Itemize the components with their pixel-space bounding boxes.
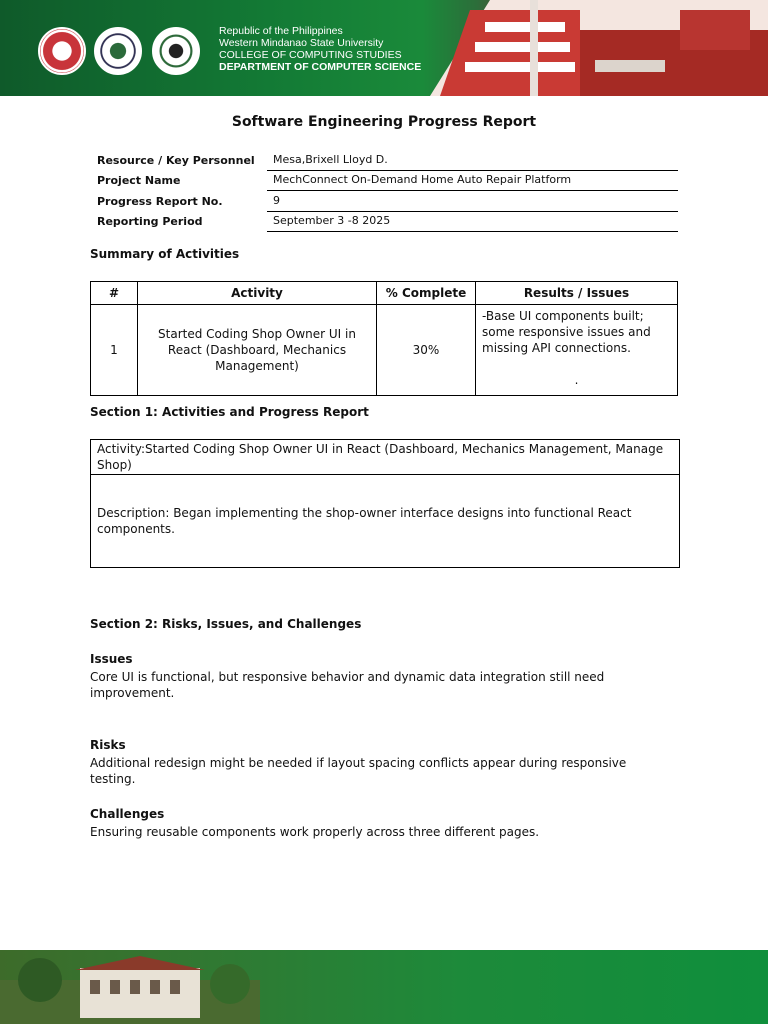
- letterhead-banner: [0, 0, 768, 96]
- info-label: Progress Report No.: [97, 194, 223, 208]
- building-photo: [430, 0, 768, 96]
- department-seal-logo: [152, 27, 200, 75]
- risks-text: Additional redesign might be needed if layout spacing conflicts appear during responsive testing.: [90, 756, 627, 786]
- row-results: [476, 305, 678, 396]
- col-header-complete: % Complete: [377, 282, 476, 305]
- footer-banner: [0, 950, 768, 1024]
- col-header-activity: Activity: [138, 282, 377, 305]
- campus-building-photo: [0, 950, 260, 1024]
- college-seal-logo: [94, 27, 142, 75]
- challenges-heading: Challenges: [90, 807, 165, 821]
- info-row: [90, 171, 678, 192]
- table-row: [91, 305, 678, 396]
- row-complete: 30%: [377, 305, 476, 396]
- section1-heading: Section 1: Activities and Progress Report: [90, 405, 369, 419]
- risks-heading: Risks: [90, 738, 126, 752]
- info-row: [90, 191, 678, 212]
- info-label: Project Name: [97, 174, 181, 188]
- activity-box: [90, 439, 680, 568]
- row-results-extra: .: [574, 373, 579, 387]
- section2-heading: Section 2: Risks, Issues, and Challenges: [90, 617, 362, 631]
- info-label: Reporting Period: [97, 215, 203, 229]
- letterhead-line-3: COLLEGE OF COMPUTING STUDIES: [219, 49, 402, 61]
- summary-heading: Summary of Activities: [90, 247, 240, 261]
- university-seal-logo: [38, 27, 86, 75]
- letterhead-line-2: Western Mindanao State University: [219, 37, 384, 49]
- letterhead-line-1: Republic of the Philippines: [219, 25, 343, 37]
- info-row: [90, 212, 678, 233]
- info-value: 9: [267, 191, 678, 212]
- summary-table: [90, 281, 678, 396]
- info-value: September 3 -8 2025: [267, 211, 678, 232]
- row-number: 1: [91, 305, 138, 396]
- info-value: MechConnect On-Demand Home Auto Repair Platform: [267, 170, 678, 191]
- info-row: [90, 150, 678, 171]
- activity-description: Description: Began implementing the shop-owner interface designs into functional React components.: [97, 506, 632, 536]
- letterhead-text: [219, 25, 421, 73]
- col-header-results: Results / Issues: [476, 282, 678, 305]
- row-activity: Started Coding Shop Owner UI in React (Dashboard, Mechanics Management): [138, 305, 377, 396]
- col-header-number: #: [91, 282, 138, 305]
- activity-title: Activity:Started Coding Shop Owner UI in React (Dashboard, Mechanics Management, Manage Shop): [91, 440, 679, 475]
- issues-text: Core UI is functional, but responsive behavior and dynamic data integration still need improvement.: [90, 670, 605, 700]
- challenges-text: Ensuring reusable components work properly across three different pages.: [90, 825, 540, 839]
- info-label: Resource / Key Personnel: [97, 153, 255, 167]
- issues-heading: Issues: [90, 652, 133, 666]
- page-title: Software Engineering Progress Report: [231, 114, 537, 130]
- letterhead-line-4: DEPARTMENT OF COMPUTER SCIENCE: [219, 61, 422, 73]
- report-info-table: [90, 150, 678, 232]
- info-value: Mesa,Brixell Lloyd D.: [267, 150, 678, 171]
- row-results-text: -Base UI components built; some responsive issues and missing API connections.: [482, 309, 651, 355]
